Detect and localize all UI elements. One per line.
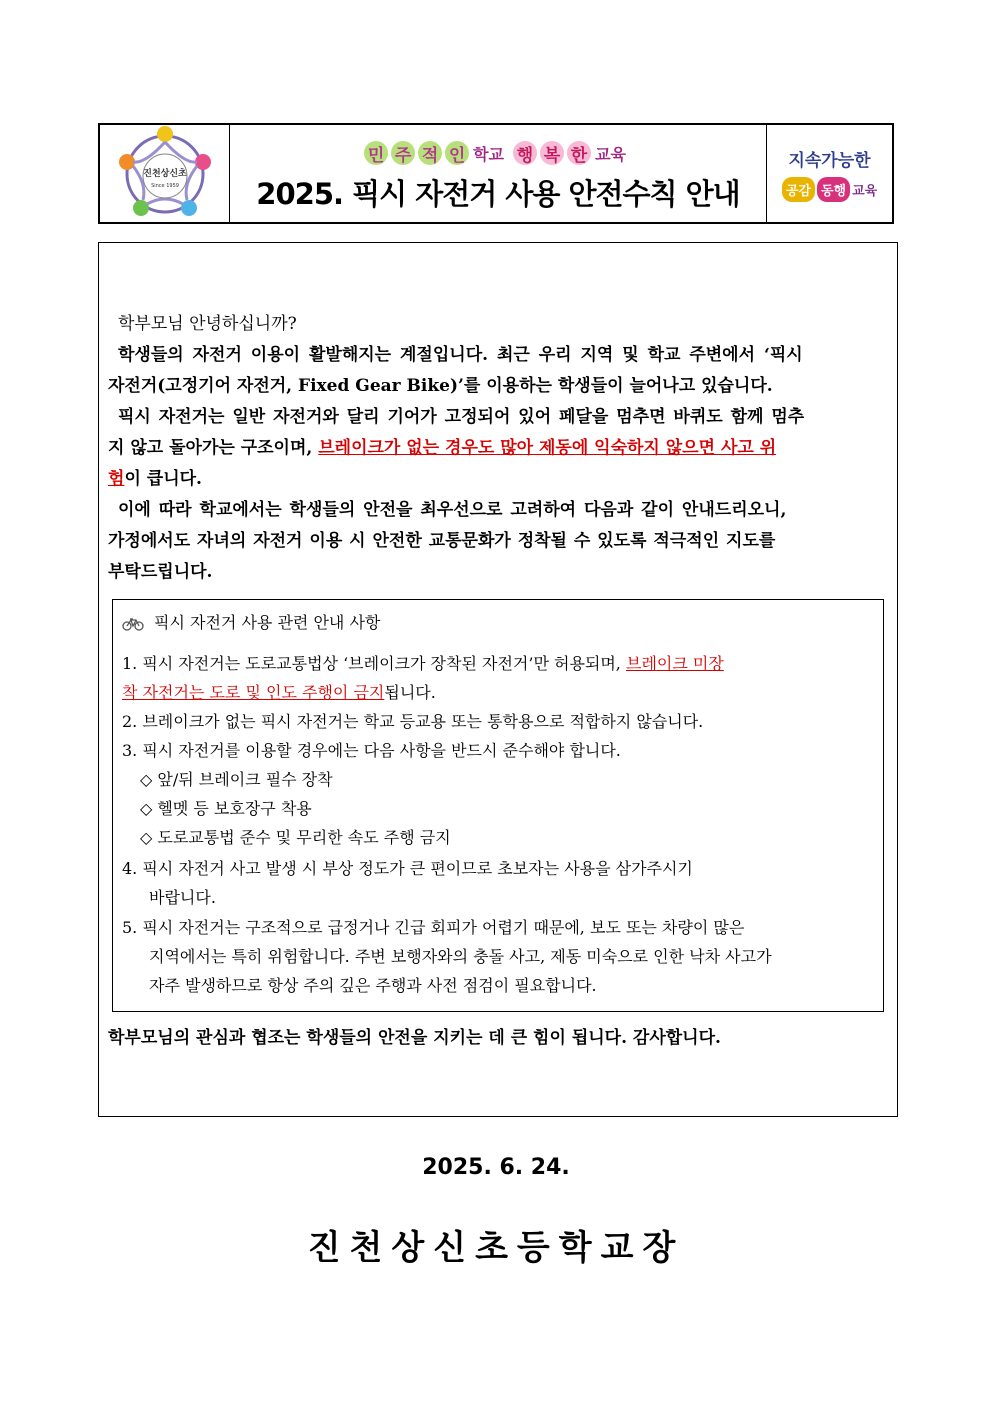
notice-item-1-warning: 브레이크 미장: [625, 654, 724, 673]
notice-item-4: 4. 픽시 자전거 사고 발생 시 부상 정도가 큰 편이므로 초보자는 사용을 삼가주시기: [122, 859, 693, 878]
p2-warning-highlight: 브레이크가 없는 경우도 많아 제동에 익숙하지 않으면 사고 위: [318, 438, 777, 458]
school-logo-icon: [115, 124, 215, 224]
p1-line-1: 학생들의 자전거 이용이 활발해지는 계절입니다. 최근 우리 지역 및 학교 주변에서 ‘픽시: [118, 345, 803, 365]
p2-line-3-text: 이 큽니다.: [124, 469, 202, 489]
side-tag: 교육: [852, 183, 878, 199]
slogan-char: 적: [418, 141, 442, 165]
notice-box: [112, 599, 884, 1012]
notice-item-1-warning-cont: 착 자전거는 도로 및 인도 주행이 금지: [122, 683, 385, 702]
slogan-char: 인: [445, 141, 469, 165]
p3-line-2: 가정에서도 자녀의 자전거 이용 시 안전한 교통문화가 정착될 수 있도록 적극적인 지도를: [108, 531, 776, 551]
closing-sentence: 학부모님의 관심과 협조는 학생들의 안전을 지키는 데 큰 힘이 됩니다. 감사합니다.: [108, 1028, 721, 1048]
p2-line-3: [108, 464, 888, 495]
p2-warning-highlight-end: 험: [108, 469, 125, 489]
notice-item-4-cont: 바랍니다.: [149, 888, 216, 907]
paragraph-2: [108, 402, 888, 495]
logo-since: Since 1959: [150, 182, 179, 189]
notice-item-3: 3. 픽시 자전거를 이용할 경우에는 다음 사항을 반드시 준수해야 합니다.: [122, 741, 621, 760]
slogan-char: 행: [513, 141, 537, 165]
title-cell: [230, 125, 767, 222]
bicycle-icon: [122, 617, 144, 631]
side-slogan-tags: [782, 177, 877, 202]
p1-line-2: 자전거(고정기어 자전거, Fixed Gear Bike)’를 이용하는 학생들이 늘어나고 있습니다.: [108, 376, 773, 396]
paragraph-1: [108, 340, 888, 402]
letter-body: [98, 242, 898, 1117]
p3-line-3: 부탁드립니다.: [108, 562, 213, 582]
slogan-char: 주: [391, 141, 415, 165]
greeting: 학부모님 안녕하십니까?: [118, 314, 297, 334]
header-table: [98, 123, 894, 224]
notice-item-2: 2. 브레이크가 없는 픽시 자전거는 학교 등교용 또는 통학용으로 적합하지 않습니다.: [122, 712, 704, 731]
notice-item-5-cont-1: 지역에서는 특히 위험합니다. 주변 보행자와의 충돌 사고, 제동 미숙으로 인한 낙차 사고가: [149, 947, 772, 966]
p2-line-1: 픽시 자전거는 일반 자전거와 달리 기어가 고정되어 있어 페달을 멈추면 바퀴도 함께 멈추: [118, 407, 805, 427]
notice-item-1-end: 됩니다.: [384, 683, 436, 702]
slogan-suffix: 교육: [595, 144, 626, 164]
slogan-char: 복: [540, 141, 564, 165]
notice-subitem-1: ◇ 앞/뒤 브레이크 필수 장착: [140, 770, 333, 789]
side-tag: 공감: [782, 177, 815, 202]
side-slogan-top: 지속가능한: [788, 150, 871, 171]
slogan: [364, 136, 632, 170]
p2-line-2-text: 지 않고 돌아가는 구조이며,: [108, 438, 319, 458]
paragraph-3: [108, 495, 888, 588]
document-title: 2025. 픽시 자전거 사용 안전수칙 안내: [256, 177, 740, 211]
notice-title-row: [122, 610, 380, 633]
slogan-suffix: 학교: [473, 144, 504, 164]
notice-item-1-cont: [122, 680, 436, 703]
slogan-char: 한: [567, 141, 591, 165]
notice-item-5: 5. 픽시 자전거는 구조적으로 급정거나 긴급 회피가 어렵기 때문에, 보도 또는 차량이 많은: [122, 918, 745, 937]
signer-title: 진천상신초등학교장: [307, 1228, 685, 1268]
side-slogan-cell: [767, 125, 892, 222]
issue-date: 2025. 6. 24.: [422, 1155, 570, 1180]
slogan-char: 민: [364, 141, 388, 165]
notice-subitem-2: ◇ 헬멧 등 보호장구 착용: [140, 799, 312, 818]
greeting-paragraph: [108, 309, 888, 340]
school-logo-cell: [100, 125, 230, 222]
p2-line-2: [108, 433, 888, 464]
p3-line-1: 이에 따라 학교에서는 학생들의 안전을 최우선으로 고려하여 다음과 같이 안내드리오니,: [118, 500, 787, 520]
logo-text: 진천상신초: [142, 168, 187, 179]
notice-subitem-3: ◇ 도로교통법 준수 및 무리한 속도 주행 금지: [140, 828, 451, 847]
notice-item-1: [122, 651, 724, 674]
notice-item-1-text: 1. 픽시 자전거는 도로교통법상 ‘브레이크가 장착된 자전거’만 허용되며,: [122, 654, 626, 673]
side-tag: 동행: [817, 177, 850, 202]
notice-item-5-cont-2: 자주 발생하므로 항상 주의 깊은 주행과 사전 점검이 필요합니다.: [149, 976, 597, 995]
notice-title: 픽시 자전거 사용 관련 안내 사항: [154, 613, 381, 632]
